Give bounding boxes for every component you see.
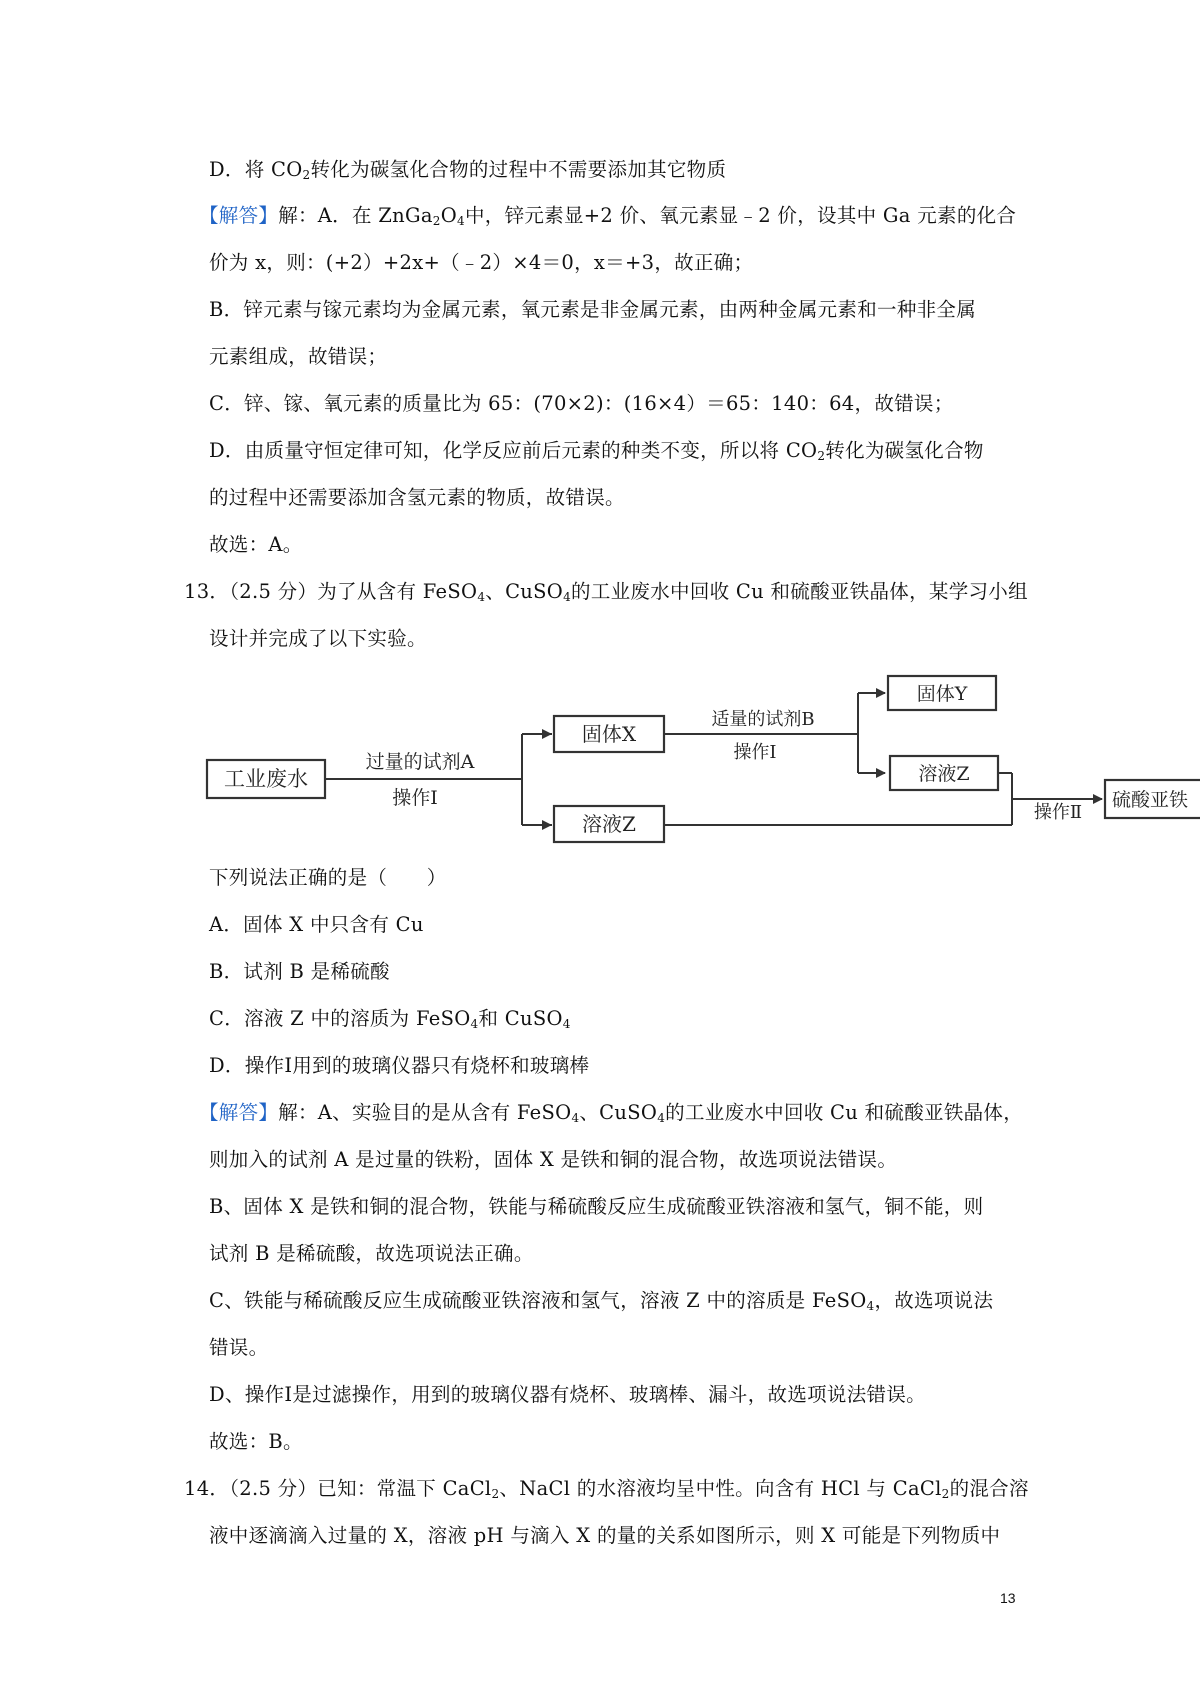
operation-2-label: 操作Ⅱ [1033,802,1083,823]
arrowhead-solid-y [876,688,886,698]
answer-tag: 【解答】 [199,1101,279,1124]
reagent-b-label: 适量的试剂B [711,709,815,730]
answer-tag: 【解答】 [199,204,279,227]
process-flow-diagram [0,668,1200,868]
q13-solution-line-5: C、铁能与稀硫酸反应生成硫酸亚铁溶液和氢气，溶液 Z 中的溶质是 FeSO$_4$，故选项说法 [209,1289,994,1313]
q13-question: 下列说法正确的是（ ） [209,866,447,889]
q13-solution-line-3: B、固体 X 是铁和铜的混合物，铁能与稀硫酸反应生成硫酸亚铁溶液和氢气，铜不能，则 [209,1195,984,1218]
operation-1a-label: 操作Ⅰ [392,787,438,809]
q13-option-d: D．操作Ⅰ用到的玻璃仪器只有烧杯和玻璃棒 [209,1054,590,1077]
product-label: 硫酸亚铁 [1112,789,1189,811]
q12-option-d: D．将 $CO_2$转化为碳氢化合物的过程中不需要添加其它物质 [209,158,727,182]
q14-stem-line-1: 14．（2.5 分）已知：常温下 CaCl$_2$、NaCl 的水溶液均呈中性。向含有 HCl 与 CaCl$_2$的混合溶 [184,1477,1029,1501]
reagent-a-label: 过量的试剂A [365,751,475,773]
page-number: 13 [1000,1590,1016,1606]
q12-solution-line-5: C．锌、镓、氧元素的质量比为 65：(70×2)：(16×4）＝65：140：64，故错误； [209,392,954,415]
q13-choice: 故选：B。 [209,1430,303,1453]
q13-stem-line-1: 13．（2.5 分）为了从含有 FeSO$_4$、CuSO$_4$的工业废水中回收 Cu 和硫酸亚铁晶体，某学习小组 [184,580,1028,604]
q13-solution-line-7: D、操作Ⅰ是过滤操作，用到的玻璃仪器有烧杯、玻璃棒、漏斗，故选项说法错误。 [209,1383,926,1406]
q13-solution-line-4: 试剂 B 是稀硫酸，故选项说法正确。 [209,1242,534,1265]
q14-stem-line-2: 液中逐滴滴入过量的 X，溶液 pH 与滴入 X 的量的关系如图所示，则 X 可能是下列物质中 [209,1524,1001,1547]
q13-option-c: C．溶液 Z 中的溶质为 FeSO$_4$和 CuSO$_4$ [209,1007,571,1031]
q12-choice: 故选：A。 [209,533,303,556]
q12-solution-line-6: D．由质量守恒定律可知，化学反应前后元素的种类不变，所以将 $CO_2$转化为碳氢化合物 [209,439,984,463]
solution-z-top-label: 溶液Z [918,763,970,785]
arrowhead-solution-z [542,820,552,830]
q13-solution-line-2: 则加入的试剂 A 是过量的铁粉，固体 X 是铁和铜的混合物，故选项说法错误。 [209,1148,898,1171]
q13-option-b: B．试剂 B 是稀硫酸 [209,960,390,983]
q12-solution-line-7: 的过程中还需要添加含氢元素的物质，故错误。 [209,486,625,509]
wastewater-label: 工业废水 [224,767,308,791]
solution-z-bottom-label: 溶液Z [582,812,636,836]
q12-solution-line-4: 元素组成，故错误； [209,345,388,368]
arrowhead-solid-x [542,729,552,739]
solid-x-label: 固体X [581,722,637,746]
q13-solution-line-1: 【解答】解：A、实验目的是从含有 FeSO$_4$、CuSO$_4$的工业废水中回收 Cu 和硫酸亚铁晶体， [199,1101,1024,1125]
q12-solution-line-2: 价为 x，则：(+2）+2x+（﹣2）×4＝0，x＝+3，故正确； [209,251,754,274]
q12-solution-line-1: 【解答】解：A．在 $ZnGa_2O_4$中，锌元素显+2 价、氧元素显﹣2 价，设其中 Ga 元素的化合 [199,204,1017,228]
q13-option-a: A．固体 X 中只含有 Cu [209,913,424,936]
arrowhead-product [1093,794,1103,804]
solid-y-label: 固体Y [916,683,968,705]
arrowhead-solution-z-top [876,768,886,778]
q13-solution-line-6: 错误。 [209,1336,269,1359]
operation-1b-label: 操作Ⅰ [733,742,777,763]
q13-stem-line-2: 设计并完成了以下实验。 [209,627,427,650]
q12-solution-line-3: B．锌元素与镓元素均为金属元素，氧元素是非金属元素，由两种金属元素和一种非全属 [209,298,977,321]
